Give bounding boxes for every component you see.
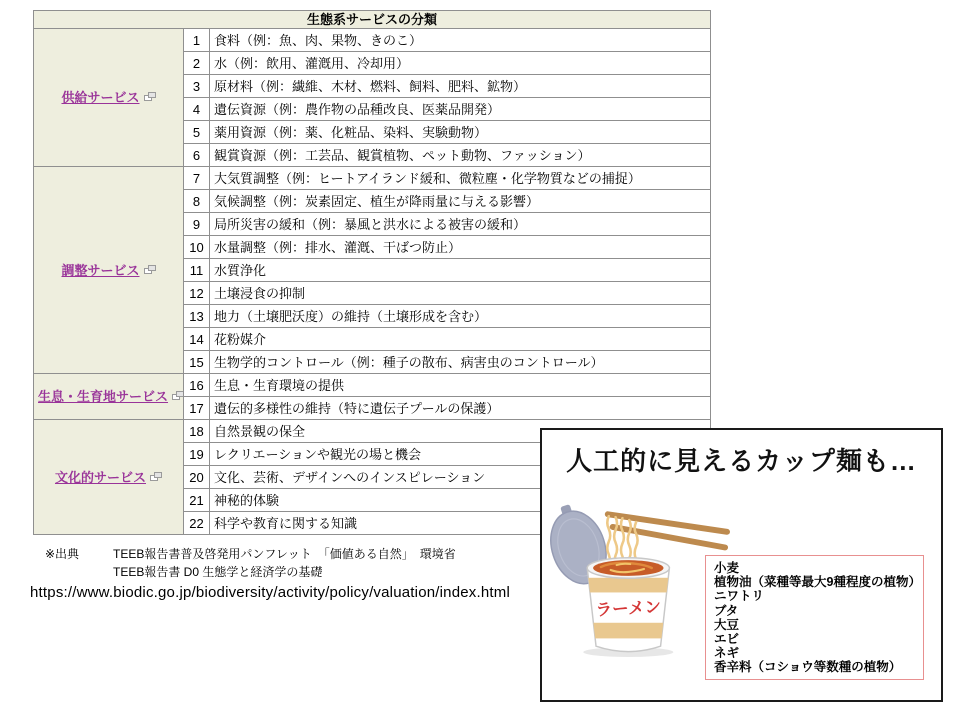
external-window-icon <box>144 265 156 275</box>
row-number: 2 <box>184 52 210 75</box>
row-description: 生息・生育環境の提供 <box>210 374 711 397</box>
inset-title: 人工的に見えるカップ麺も… <box>566 446 917 476</box>
source-url: https://www.biodic.go.jp/biodiversity/activity/policy/valuation/index.html <box>30 584 511 601</box>
row-number: 14 <box>184 328 210 351</box>
row-number: 5 <box>184 121 210 144</box>
row-number: 7 <box>184 167 210 190</box>
row-number: 6 <box>184 144 210 167</box>
row-description: 食料（例：魚、肉、果物、きのこ） <box>210 29 711 52</box>
table-header-row <box>34 11 711 29</box>
row-description: 遺伝資源（例：農作物の品種改良、医薬品開発） <box>210 98 711 121</box>
row-description: 大気質調整（例：ヒートアイランド緩和、微粒塵・化学物質などの捕捉） <box>210 167 711 190</box>
row-number: 20 <box>184 466 210 489</box>
ingredients-list <box>714 561 921 675</box>
source-line-1: TEEB報告書普及啓発用パンフレット 「価値ある自然」 環境省 <box>113 547 456 561</box>
cup-noodle-inset <box>540 428 943 702</box>
ingredient-item: 小麦 <box>714 561 740 575</box>
row-number: 1 <box>184 29 210 52</box>
row-number: 22 <box>184 512 210 535</box>
table-title: 生態系サービスの分類 <box>34 11 711 29</box>
external-window-icon <box>144 92 156 102</box>
external-window-icon <box>172 391 183 401</box>
ingredient-item: エビ <box>714 632 740 647</box>
row-description: 水（例：飲用、灌漑用、冷却用） <box>210 52 711 75</box>
row-description: 神秘的体験 <box>210 489 711 512</box>
ingredients-box <box>705 555 924 680</box>
external-window-icon <box>150 472 162 482</box>
service-row <box>34 167 711 190</box>
row-number: 10 <box>184 236 210 259</box>
category-link[interactable]: 文化的サービス <box>54 469 146 485</box>
row-number: 17 <box>184 397 210 420</box>
source-line-2: TEEB報告書 D0 生態学と経済学の基礎 <box>113 565 323 579</box>
category-cell <box>34 420 184 535</box>
category-cell <box>34 374 184 420</box>
chopsticks-icon <box>608 514 727 547</box>
ingredient-item: 植物油（菜種等最大9種程度の植物） <box>714 575 921 590</box>
ingredient-item: ブタ <box>714 603 739 618</box>
ingredient-item: 大豆 <box>714 617 740 632</box>
ingredient-item: 香辛料（コショウ等数種の植物） <box>714 660 902 675</box>
row-description: 科学や教育に関する知識 <box>210 512 711 535</box>
category-link[interactable]: 生息・生育地サービス <box>38 389 169 404</box>
service-row <box>34 374 711 397</box>
row-number: 9 <box>184 213 210 236</box>
row-description: 薬用資源（例：薬、化粧品、染料、実験動物） <box>210 121 711 144</box>
source-marker: ※出典 <box>45 547 80 561</box>
row-number: 4 <box>184 98 210 121</box>
row-number: 11 <box>184 259 210 282</box>
row-description: 自然景観の保全 <box>210 420 711 443</box>
row-description: 気候調整（例：炭素固定、植生が降雨量に与える影響） <box>210 190 711 213</box>
row-number: 3 <box>184 75 210 98</box>
category-link[interactable]: 供給サービス <box>61 90 140 105</box>
row-description: 観賞資源（例：工芸品、観賞植物、ペット動物、ファッション） <box>210 144 711 167</box>
row-description: 土壌浸食の抑制 <box>210 282 711 305</box>
service-row <box>34 29 711 52</box>
row-description: レクリエーションや観光の場と機会 <box>210 443 711 466</box>
row-number: 16 <box>184 374 210 397</box>
row-description: 水質浄化 <box>210 259 711 282</box>
ingredient-item: ニワトリ <box>714 589 765 604</box>
row-description: 地力（土壌肥沃度）の維持（土壌形成を含む） <box>210 305 711 328</box>
row-description: 遺伝的多様性の維持（特に遺伝子プールの保護） <box>210 397 711 420</box>
row-number: 8 <box>184 190 210 213</box>
category-link[interactable]: 調整サービス <box>61 262 140 278</box>
row-number: 15 <box>184 351 210 374</box>
row-description: 水量調整（例：排水、灌漑、干ばつ防止） <box>210 236 711 259</box>
ingredient-item: ネギ <box>714 646 740 661</box>
row-description: 花粉媒介 <box>210 328 711 351</box>
cup-label: ラーメン <box>595 597 662 620</box>
row-number: 18 <box>184 420 210 443</box>
category-cell <box>34 29 184 167</box>
row-number: 12 <box>184 282 210 305</box>
row-number: 13 <box>184 305 210 328</box>
row-description: 文化、芸術、デザインへのインスピレーション <box>210 466 711 489</box>
row-description: 生物学的コントロール（例：種子の散布、病害虫のコントロール） <box>210 351 711 374</box>
row-number: 21 <box>184 489 210 512</box>
row-description: 原材料（例：繊維、木材、燃料、飼料、肥料、鉱物） <box>210 75 711 98</box>
row-description: 局所災害の緩和（例：暴風と洪水による被害の緩和） <box>210 213 711 236</box>
category-cell <box>34 167 184 374</box>
row-number: 19 <box>184 443 210 466</box>
